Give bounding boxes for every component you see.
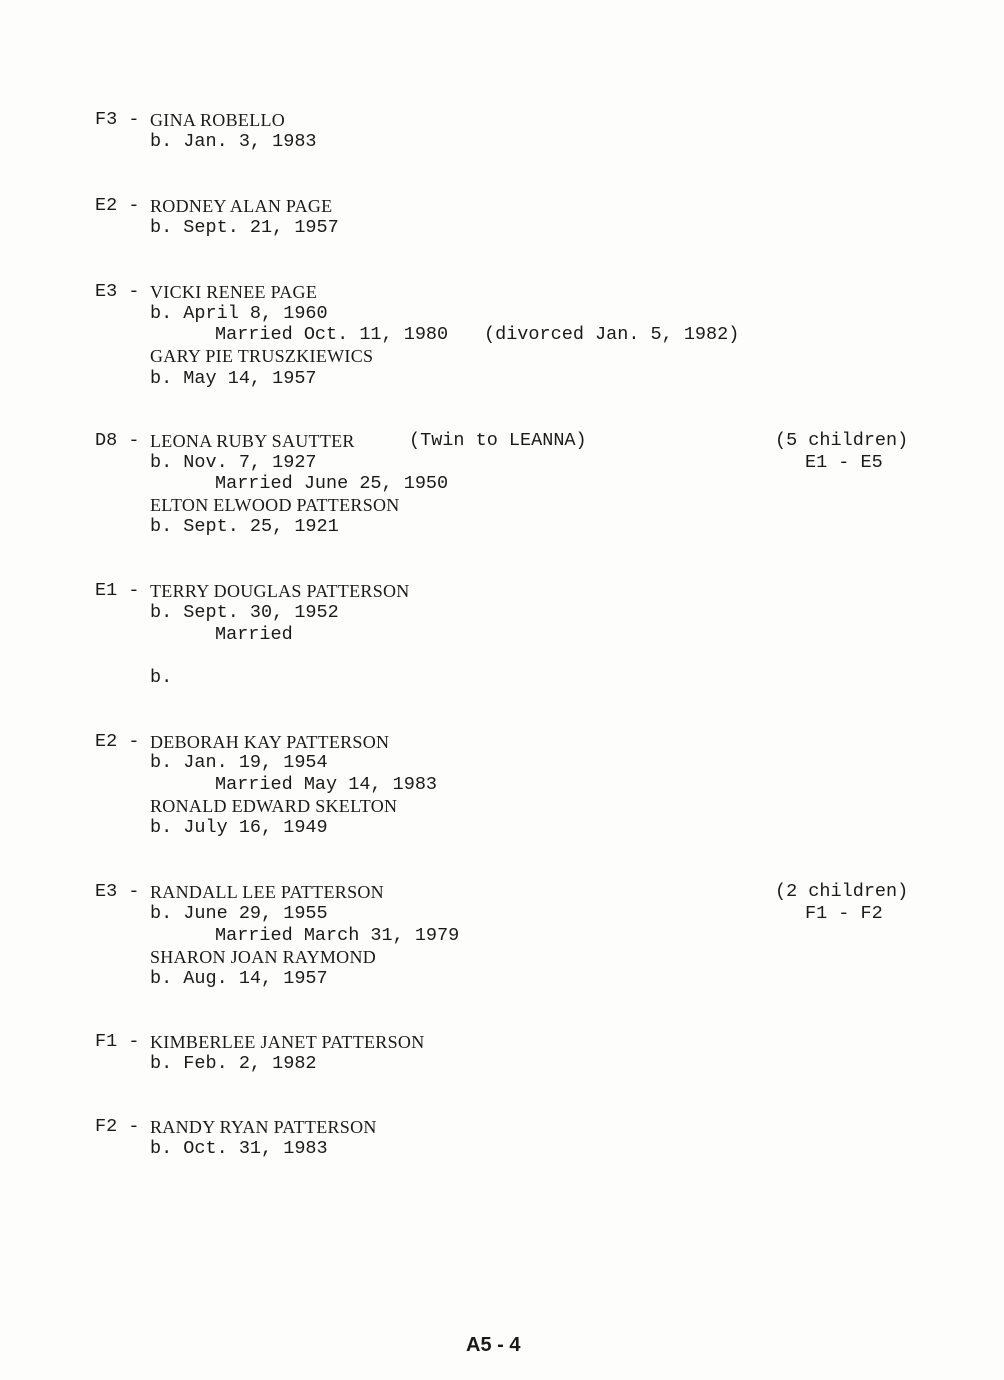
entry-code: E1 - bbox=[95, 580, 151, 601]
marriage-line: Married bbox=[215, 624, 293, 645]
marriage-line: Married May 14, 1983 bbox=[215, 774, 438, 795]
birth-line: b. April 8, 1960 bbox=[150, 303, 328, 324]
children-count: (2 children) bbox=[775, 881, 909, 902]
birth-line: b. June 29, 1955 bbox=[150, 903, 328, 924]
birth-line: b. Jan. 19, 1954 bbox=[150, 752, 328, 773]
spouse-name: RONALD EDWARD SKELTON bbox=[150, 796, 398, 816]
entry-code: E3 - bbox=[95, 281, 151, 302]
birth-line: b. Sept. 30, 1952 bbox=[150, 602, 339, 623]
entry-code: E3 - bbox=[95, 881, 151, 902]
spouse-name: GARY PIE TRUSZKIEWICS bbox=[150, 346, 374, 366]
divorce-note: (divorced Jan. 5, 1982) bbox=[484, 324, 740, 345]
children-count: (5 children) bbox=[775, 430, 909, 451]
entry-code: F1 - bbox=[95, 1031, 151, 1052]
person-name: KIMBERLEE JANET PATTERSON bbox=[150, 1032, 425, 1052]
twin-note: (Twin to LEANNA) bbox=[409, 430, 587, 451]
birth-line: b. Aug. 14, 1957 bbox=[150, 968, 328, 989]
marriage-line: Married June 25, 1950 bbox=[215, 473, 449, 494]
birth-line: b. bbox=[150, 667, 173, 688]
person-name: VICKI RENEE PAGE bbox=[150, 282, 318, 302]
entry-code: F3 - bbox=[95, 109, 151, 130]
person-name: LEONA RUBY SAUTTER bbox=[150, 431, 355, 451]
entry-code: F2 - bbox=[95, 1116, 151, 1137]
children-range: F1 - F2 bbox=[805, 903, 883, 924]
person-name: RODNEY ALAN PAGE bbox=[150, 196, 333, 216]
birth-line: b. Jan. 3, 1983 bbox=[150, 131, 317, 152]
spouse-name: ELTON ELWOOD PATTERSON bbox=[150, 495, 400, 515]
marriage-line: Married Oct. 11, 1980 bbox=[215, 324, 449, 345]
person-name: DEBORAH KAY PATTERSON bbox=[150, 732, 390, 752]
person-name: TERRY DOUGLAS PATTERSON bbox=[150, 581, 410, 601]
page-number: A5 - 4 bbox=[466, 1334, 521, 1356]
birth-line: b. May 14, 1957 bbox=[150, 368, 317, 389]
children-range: E1 - E5 bbox=[805, 452, 883, 473]
birth-line: b. July 16, 1949 bbox=[150, 817, 328, 838]
entry-code: E2 - bbox=[95, 195, 151, 216]
birth-line: b. Oct. 31, 1983 bbox=[150, 1138, 328, 1159]
entry-code: E2 - bbox=[95, 731, 151, 752]
person-name: RANDALL LEE PATTERSON bbox=[150, 882, 384, 902]
birth-line: b. Feb. 2, 1982 bbox=[150, 1053, 317, 1074]
entry-code: D8 - bbox=[95, 430, 151, 451]
person-name: GINA ROBELLO bbox=[150, 110, 286, 130]
marriage-line: Married March 31, 1979 bbox=[215, 925, 460, 946]
birth-line: b. Sept. 21, 1957 bbox=[150, 217, 339, 238]
person-name: RANDY RYAN PATTERSON bbox=[150, 1117, 377, 1137]
birth-line: b. Sept. 25, 1921 bbox=[150, 516, 339, 537]
spouse-name: SHARON JOAN RAYMOND bbox=[150, 947, 377, 967]
birth-line: b. Nov. 7, 1927 bbox=[150, 452, 317, 473]
